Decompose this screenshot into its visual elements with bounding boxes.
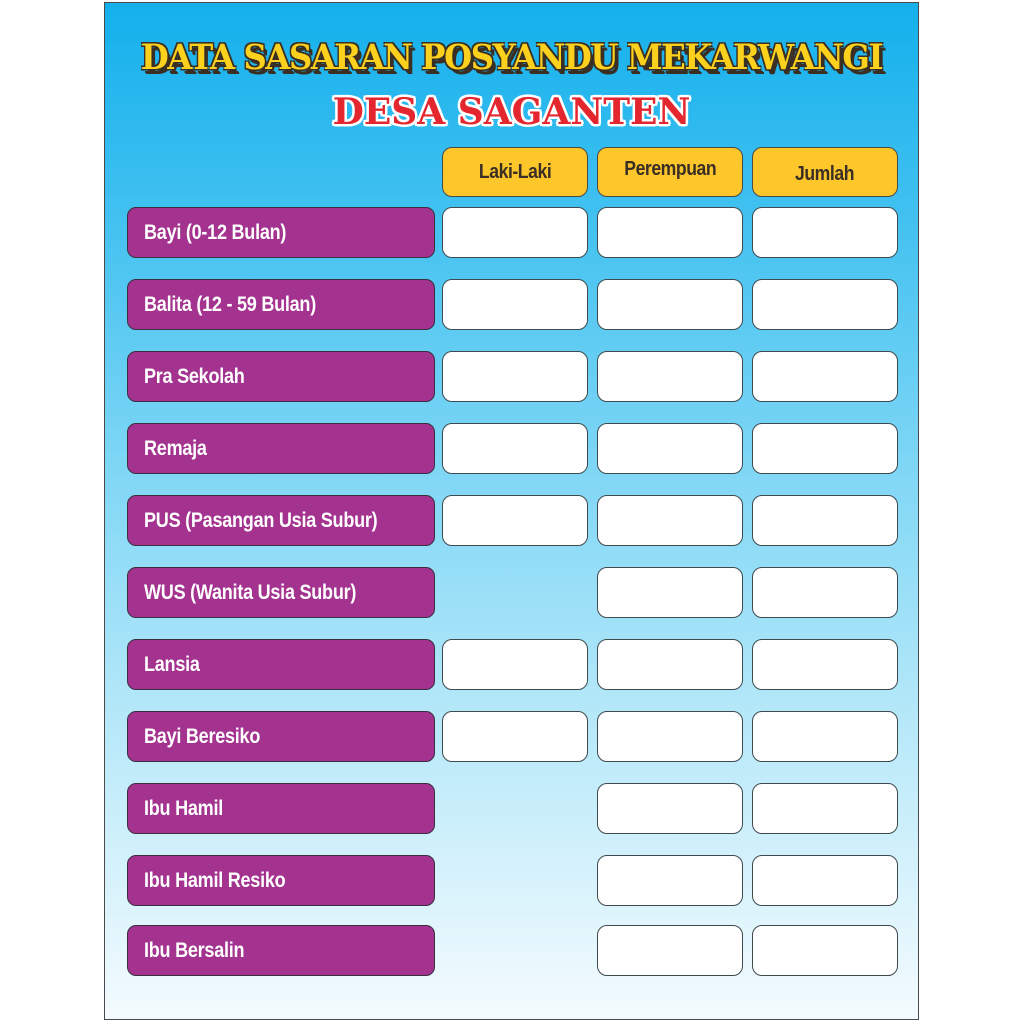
column-header-laki-laki: Laki-Laki — [442, 147, 588, 197]
input-cell-pra-sekolah-laki-laki[interactable] — [442, 351, 588, 402]
input-cell-ibu-bersalin-perempuan[interactable] — [597, 925, 743, 976]
row-label-bayi-beresiko: Bayi Beresiko — [127, 711, 435, 762]
input-cell-pra-sekolah-jumlah[interactable] — [752, 351, 898, 402]
input-cell-remaja-perempuan[interactable] — [597, 423, 743, 474]
input-cell-bayi-beresiko-jumlah[interactable] — [752, 711, 898, 762]
row-label-ibu-bersalin: Ibu Bersalin — [127, 925, 435, 976]
input-cell-lansia-laki-laki[interactable] — [442, 639, 588, 690]
input-cell-balita-jumlah[interactable] — [752, 279, 898, 330]
input-cell-bayi-laki-laki[interactable] — [442, 207, 588, 258]
posyandu-poster — [104, 2, 919, 1020]
poster-title: DATA SASARAN POSYANDU MEKARWANGI — [140, 37, 883, 78]
input-cell-bayi-beresiko-perempuan[interactable] — [597, 711, 743, 762]
input-cell-ibu-bersalin-jumlah[interactable] — [752, 925, 898, 976]
input-cell-pus-laki-laki[interactable] — [442, 495, 588, 546]
column-header-perempuan: Perempuan — [597, 147, 743, 197]
input-cell-remaja-jumlah[interactable] — [752, 423, 898, 474]
input-cell-ibu-hamil-jumlah[interactable] — [752, 783, 898, 834]
input-cell-ibu-hamil-perempuan[interactable] — [597, 783, 743, 834]
input-cell-bayi-jumlah[interactable] — [752, 207, 898, 258]
input-cell-ibu-hamil-resiko-perempuan[interactable] — [597, 855, 743, 906]
row-label-ibu-hamil: Ibu Hamil — [127, 783, 435, 834]
input-cell-bayi-perempuan[interactable] — [597, 207, 743, 258]
input-cell-pus-jumlah[interactable] — [752, 495, 898, 546]
column-header-jumlah: Jumlah — [752, 147, 898, 197]
input-cell-pus-perempuan[interactable] — [597, 495, 743, 546]
input-cell-remaja-laki-laki[interactable] — [442, 423, 588, 474]
row-label-ibu-hamil-resiko: Ibu Hamil Resiko — [127, 855, 435, 906]
input-cell-balita-perempuan[interactable] — [597, 279, 743, 330]
poster-subtitle: DESA SAGANTEN — [332, 91, 691, 133]
input-cell-ibu-hamil-resiko-jumlah[interactable] — [752, 855, 898, 906]
row-label-bayi: Bayi (0-12 Bulan) — [127, 207, 435, 258]
input-cell-balita-laki-laki[interactable] — [442, 279, 588, 330]
input-cell-lansia-perempuan[interactable] — [597, 639, 743, 690]
row-label-wus: WUS (Wanita Usia Subur) — [127, 567, 435, 618]
input-cell-wus-jumlah[interactable] — [752, 567, 898, 618]
input-cell-lansia-jumlah[interactable] — [752, 639, 898, 690]
row-label-lansia: Lansia — [127, 639, 435, 690]
row-label-pra-sekolah: Pra Sekolah — [127, 351, 435, 402]
input-cell-pra-sekolah-perempuan[interactable] — [597, 351, 743, 402]
input-cell-bayi-beresiko-laki-laki[interactable] — [442, 711, 588, 762]
row-label-remaja: Remaja — [127, 423, 435, 474]
row-label-balita: Balita (12 - 59 Bulan) — [127, 279, 435, 330]
row-label-pus: PUS (Pasangan Usia Subur) — [127, 495, 435, 546]
input-cell-wus-perempuan[interactable] — [597, 567, 743, 618]
